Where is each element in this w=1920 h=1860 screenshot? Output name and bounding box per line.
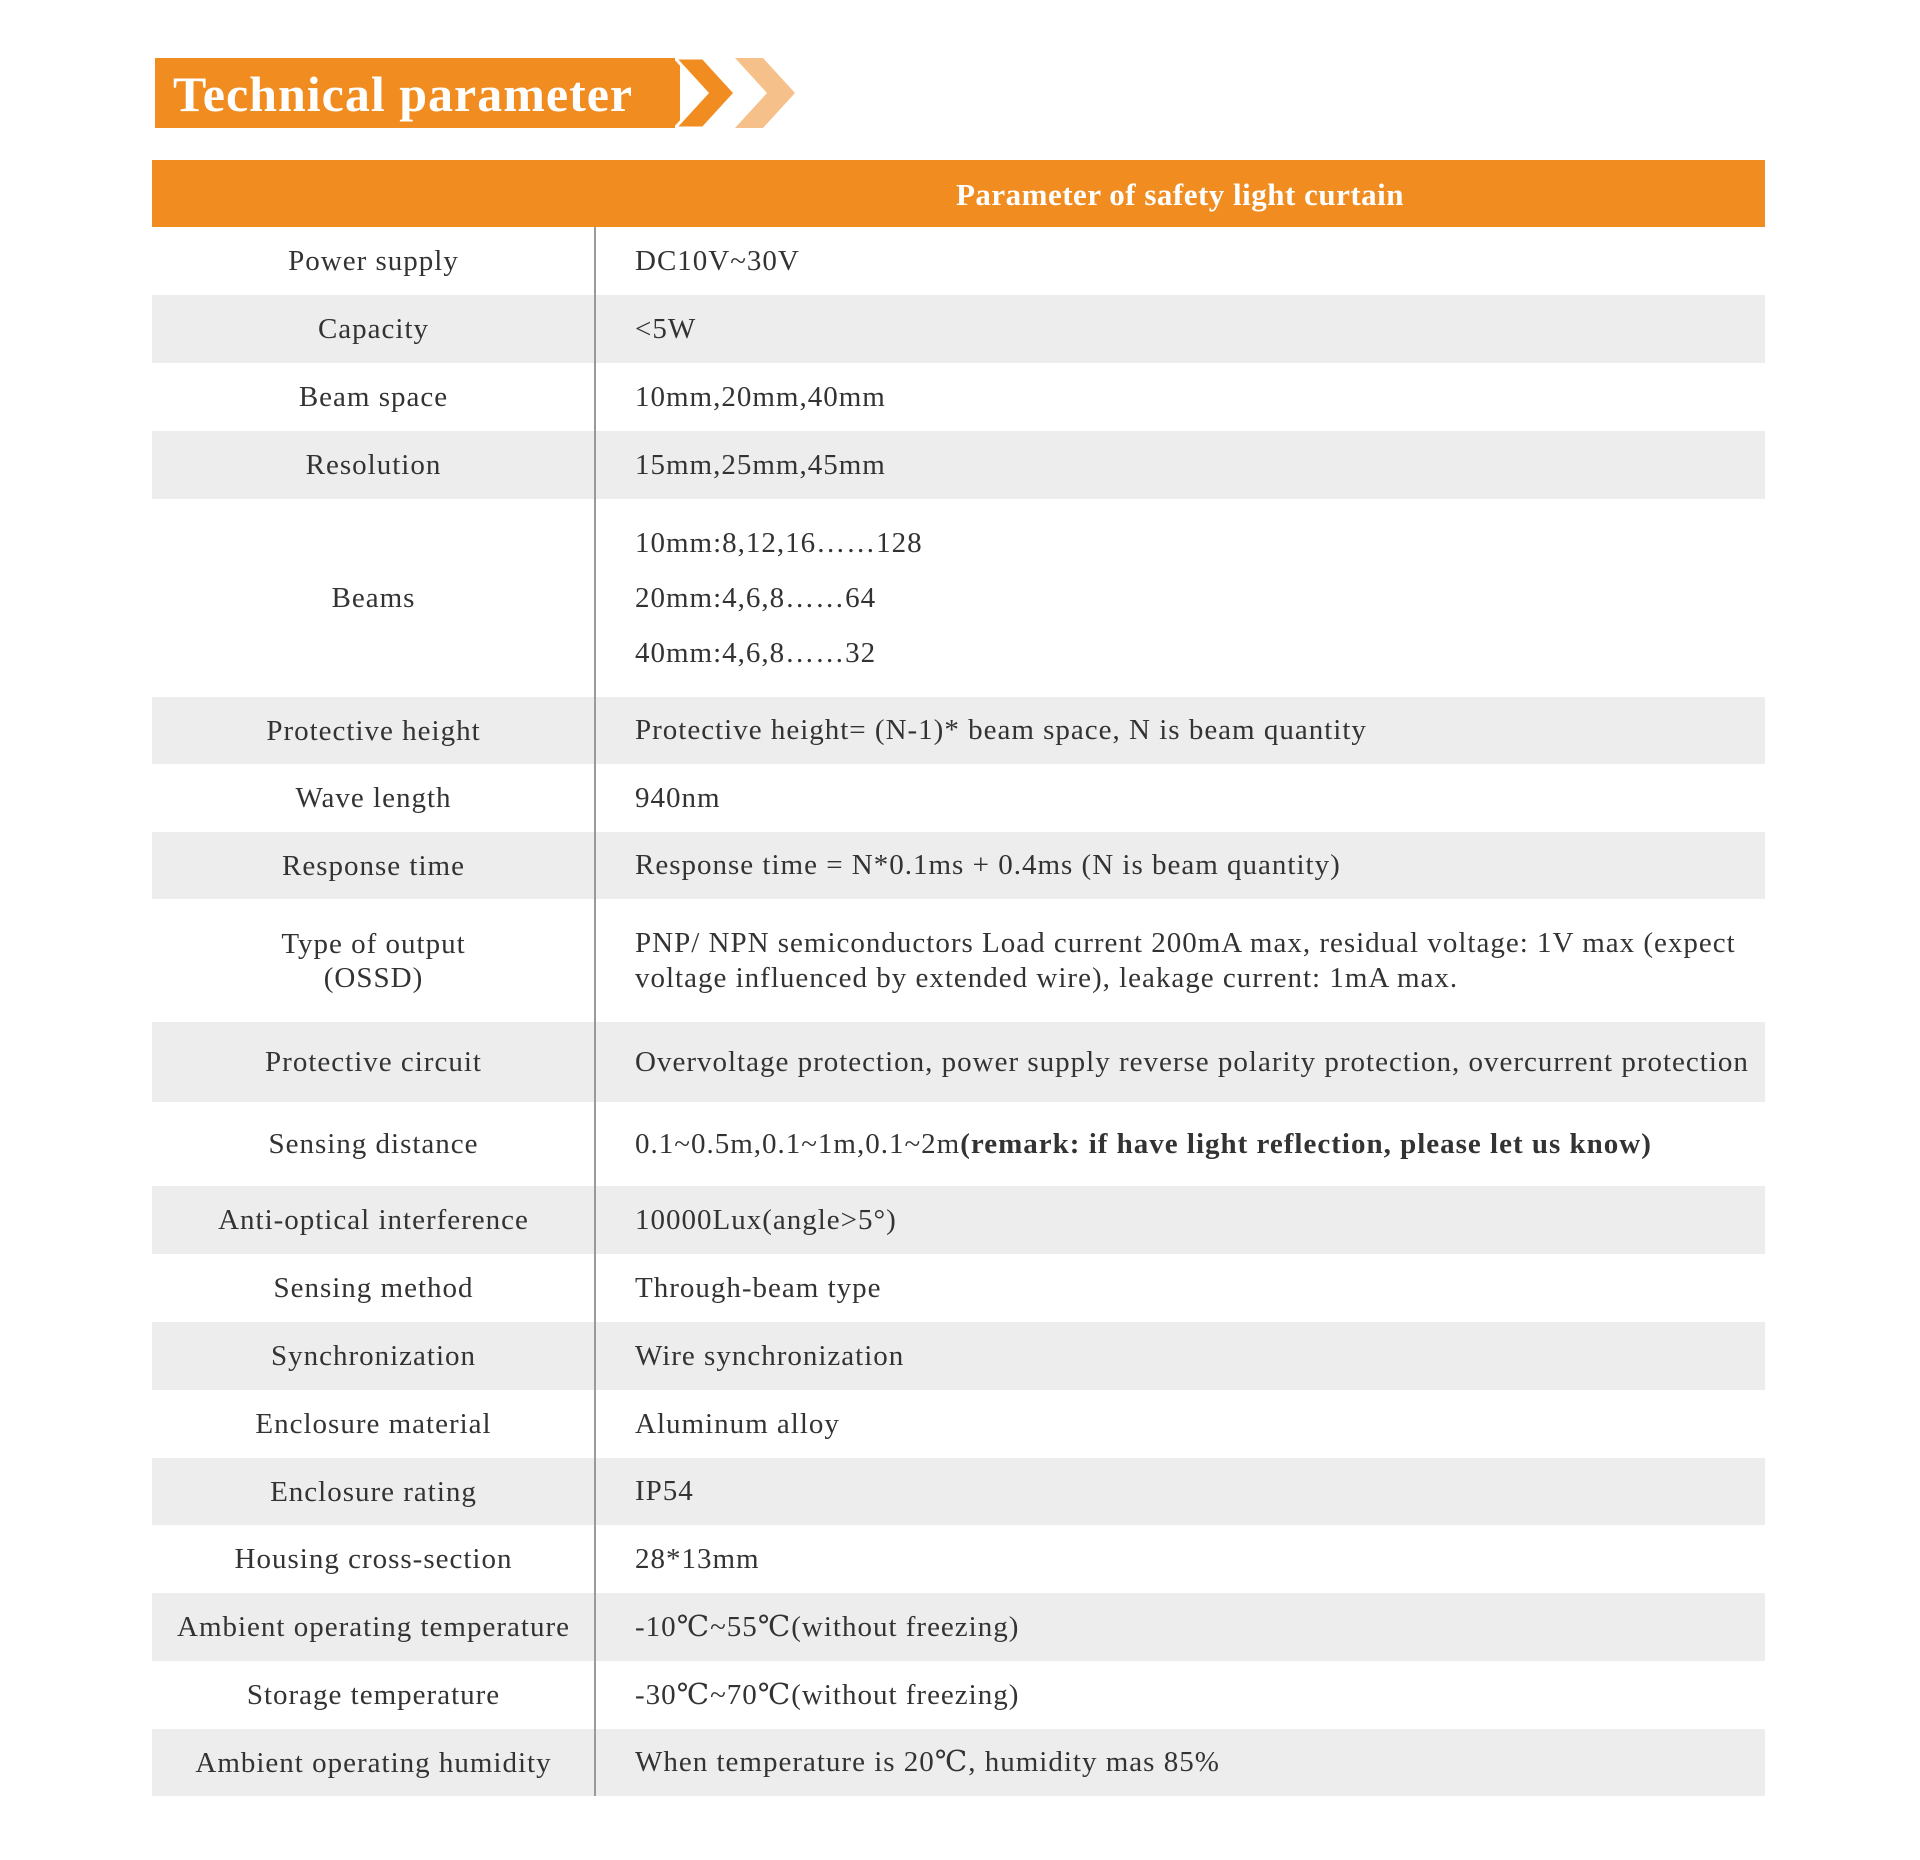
section-banner: [155, 58, 795, 128]
row-label: Anti-optical interference: [218, 1204, 529, 1236]
row-label: Beams: [331, 582, 416, 614]
row-value: 940nm: [635, 781, 721, 814]
row-value: Protective height= (N-1)* beam space, N is beam quantity: [635, 714, 1367, 746]
sensing-distance-remark: (remark: if have light reflection, please let us know): [960, 1127, 1652, 1160]
row-label: Synchronization: [270, 1340, 477, 1372]
table-row: [152, 1458, 1765, 1525]
beams-line-40mm: 40mm:4,6,8……32: [635, 636, 877, 669]
row-label: Type of output (OSSD): [281, 927, 466, 994]
table-row: [152, 1186, 1765, 1254]
row-value: 10mm,20mm,40mm: [635, 380, 886, 413]
table-row: [152, 1254, 1765, 1322]
row-value: 28*13mm: [635, 1542, 760, 1575]
parameter-table: [152, 160, 1765, 1796]
table-row: [152, 431, 1765, 499]
row-value: DC10V~30V: [635, 244, 800, 277]
table-row: [152, 1022, 1765, 1102]
table-row: [152, 1593, 1765, 1661]
row-label: Resolution: [305, 449, 442, 481]
row-label: Capacity: [317, 313, 430, 345]
row-value: Aluminum alloy: [635, 1407, 840, 1440]
row-label: Response time: [282, 849, 465, 882]
table-row: [152, 697, 1765, 764]
row-value: Wire synchronization: [635, 1339, 905, 1372]
chevron-right-icon: [675, 58, 795, 128]
row-value: -30℃~70℃(without freezing): [635, 1678, 1020, 1711]
row-label: Protective height: [266, 714, 481, 747]
row-label: Housing cross-section: [234, 1543, 513, 1575]
table-row: [152, 1525, 1765, 1593]
table-row: [152, 1102, 1765, 1186]
row-value: IP54: [635, 1475, 694, 1507]
row-value: -10℃~55℃(without freezing): [635, 1610, 1020, 1643]
row-value: [595, 516, 1765, 681]
table-row: [152, 499, 1765, 697]
row-label: Enclosure material: [255, 1408, 492, 1440]
table-row: [152, 363, 1765, 431]
table-row: [152, 899, 1765, 1022]
table-header: [152, 160, 1765, 227]
row-value: 10000Lux(angle>5°): [635, 1203, 897, 1236]
table-row: [152, 1390, 1765, 1458]
sensing-distance-value: 0.1~0.5m,0.1~1m,0.1~2m: [635, 1127, 961, 1160]
beams-line-10mm: 10mm:8,12,16……128: [635, 526, 923, 559]
row-label: Sensing distance: [268, 1128, 479, 1160]
row-value: Response time = N*0.1ms + 0.4ms (N is beam quantity): [635, 849, 1341, 881]
table-row: [152, 1661, 1765, 1729]
row-value: [595, 1127, 1765, 1162]
row-value: Through-beam type: [635, 1271, 882, 1304]
table-body: [152, 227, 1765, 1796]
table-row: [152, 832, 1765, 899]
table-row: [152, 295, 1765, 363]
row-label: Power supply: [288, 245, 459, 277]
section-title: Technical parameter: [173, 66, 634, 122]
row-label: Beam space: [298, 381, 449, 413]
table-header-title: Parameter of safety light curtain: [955, 177, 1405, 212]
row-label: Enclosure rating: [270, 1475, 477, 1508]
row-value: 15mm,25mm,45mm: [635, 448, 886, 481]
table-row: [152, 1322, 1765, 1390]
row-label: Sensing method: [273, 1272, 474, 1304]
row-value: <5W: [635, 312, 697, 345]
table-row: [152, 227, 1765, 295]
row-value: Overvoltage protection, power supply reverse polarity protection, overcurrent protection: [635, 1045, 1749, 1078]
row-label: Storage temperature: [246, 1679, 501, 1711]
row-label: Ambient operating humidity: [195, 1746, 552, 1779]
table-row: [152, 1729, 1765, 1796]
beams-line-20mm: 20mm:4,6,8……64: [635, 581, 877, 614]
table-row: [152, 764, 1765, 832]
row-label: Protective circuit: [265, 1046, 482, 1078]
row-value: When temperature is 20℃, humidity mas 85%: [635, 1746, 1220, 1778]
row-label: Wave length: [295, 782, 452, 814]
row-value: PNP/ NPN semiconductors Load current 200mA max, residual voltage: 1V max (expect voltage influenced by extended wire), leakage current: 1mA max.: [635, 926, 1736, 994]
row-label: Ambient operating temperature: [177, 1611, 570, 1643]
